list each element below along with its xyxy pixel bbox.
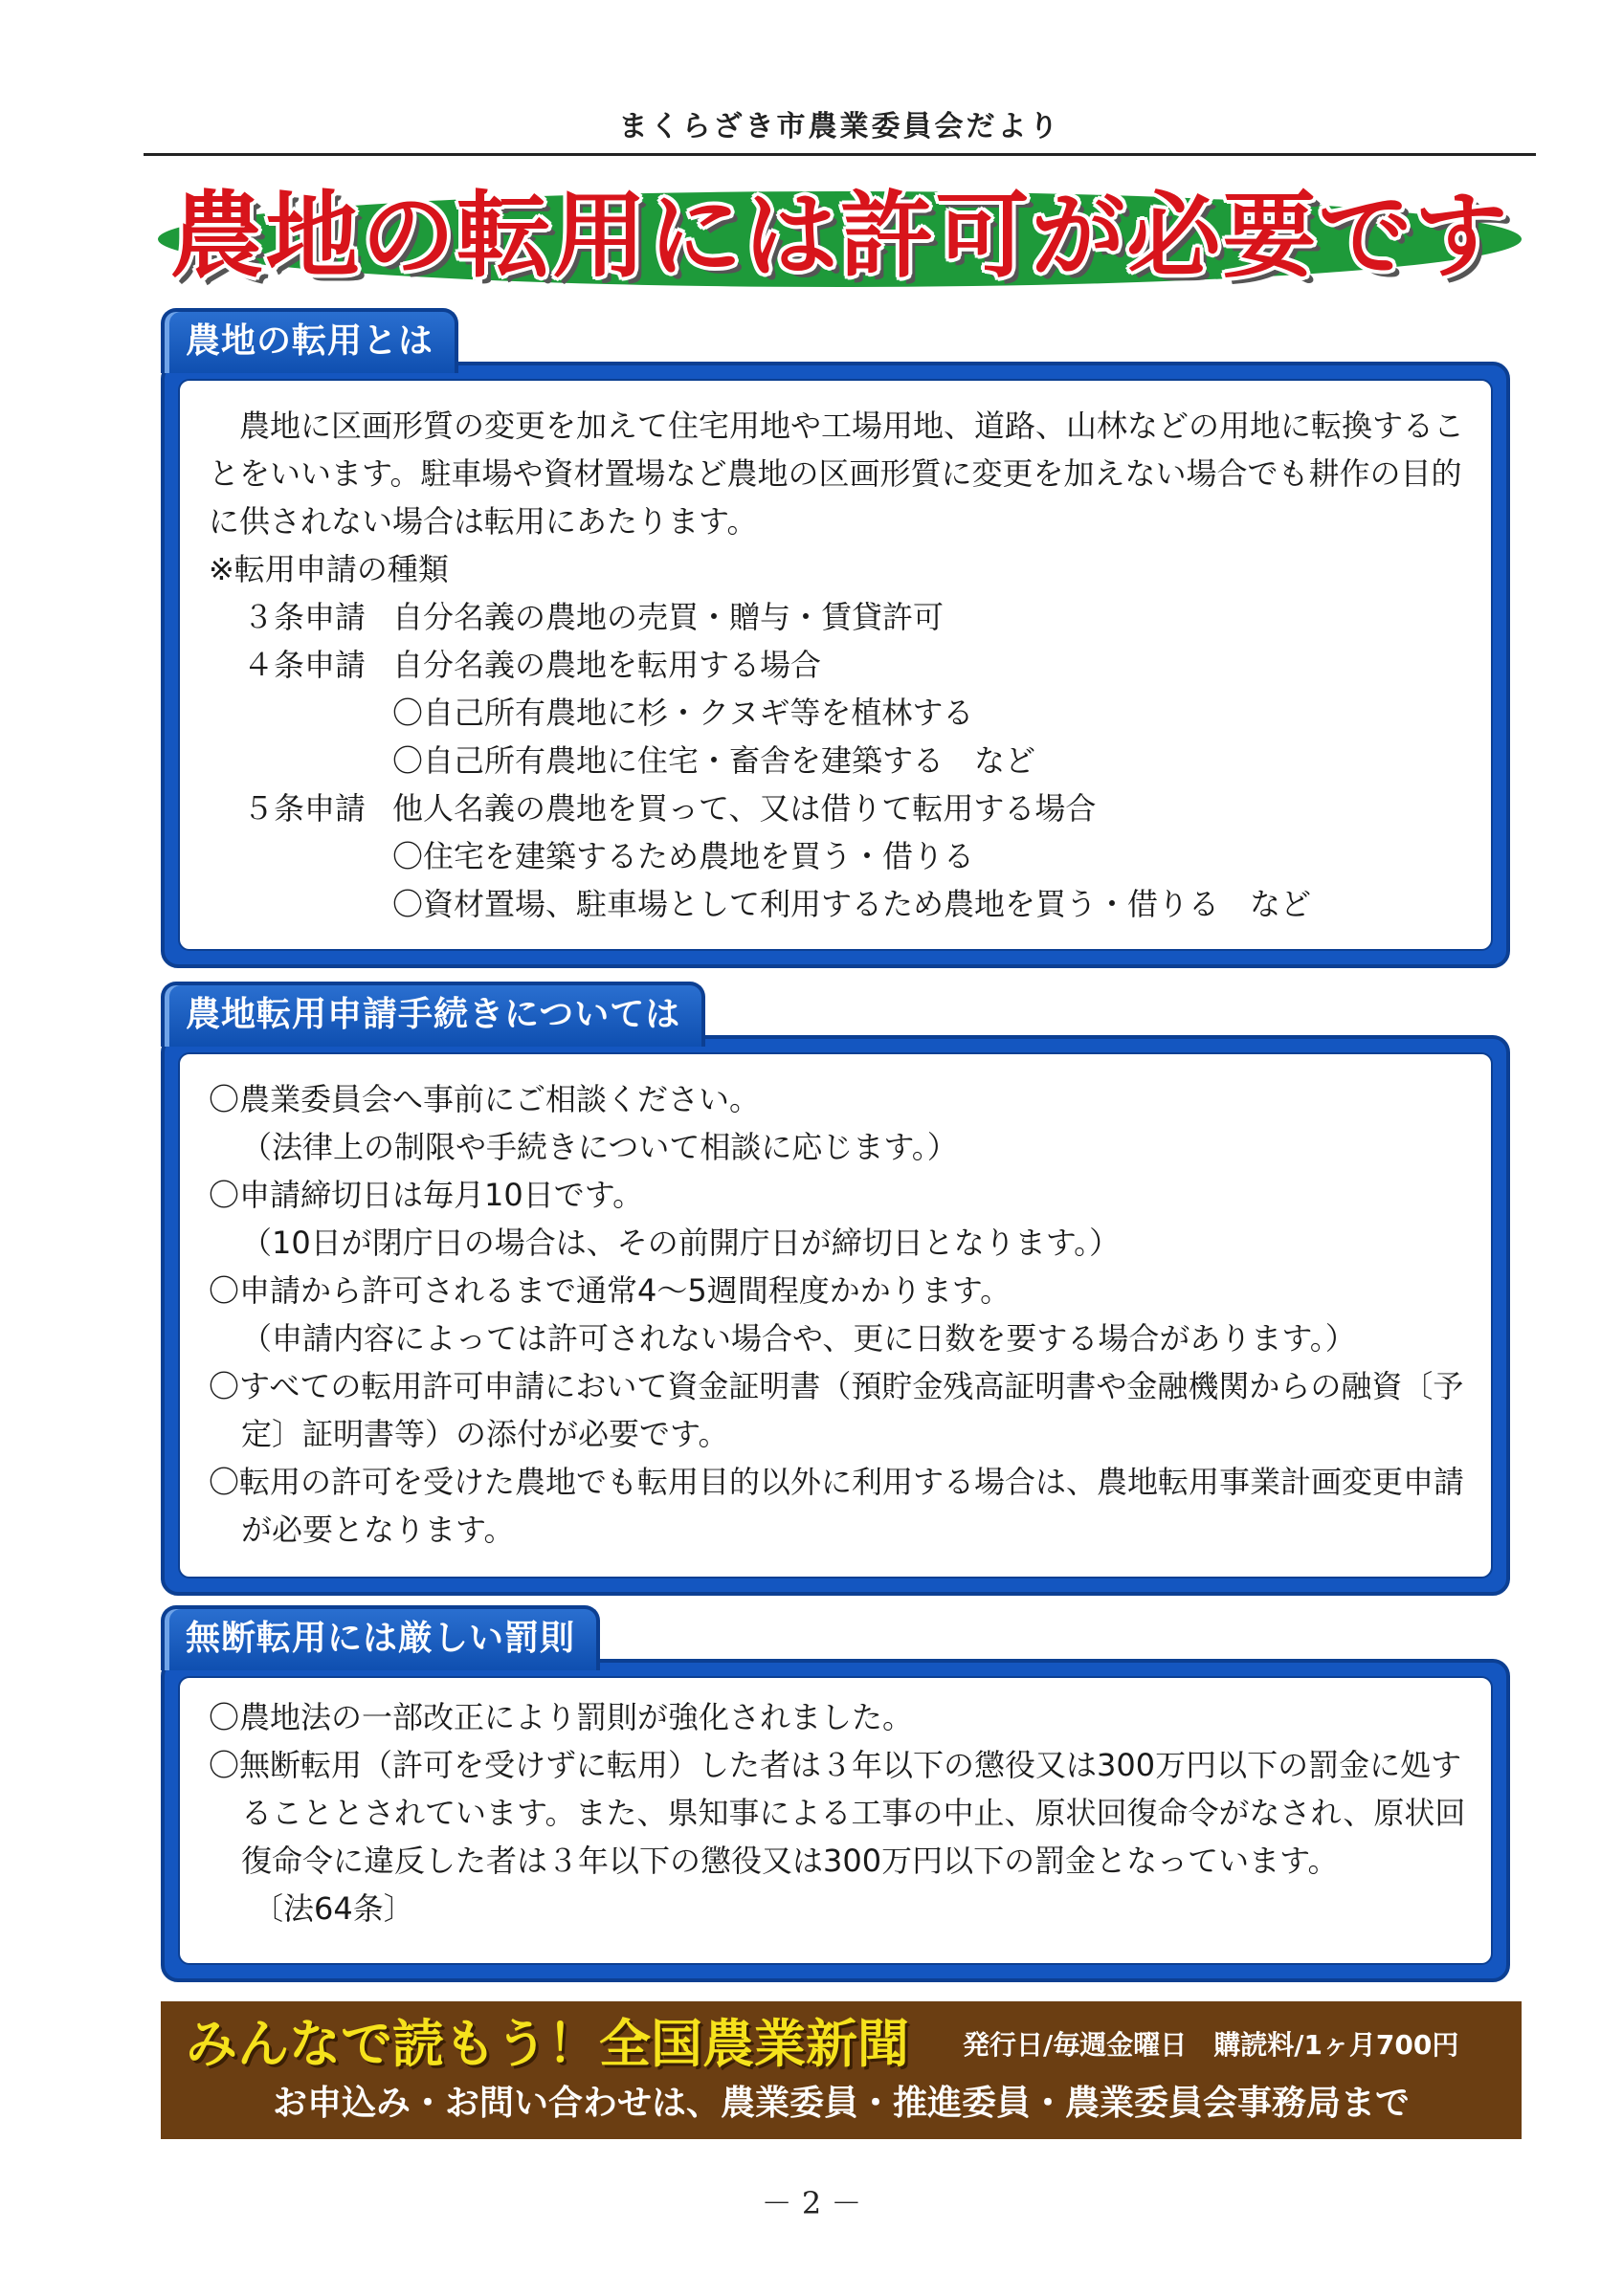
list-item: 〇住宅を建築するため農地を買う・借りる <box>392 838 975 874</box>
list-item-continued: 定〕証明書等）の添付が必要です。 <box>241 1416 729 1452</box>
list-item: 〇申請締切日は毎月10日です。 <box>209 1177 644 1213</box>
paragraph-line: 農地に区画形質の変更を加えて住宅用地や工場用地、道路、山林などの用地に転換するこ <box>209 408 1465 444</box>
banner-title: 農地の転用には許可が必要です <box>169 182 1510 291</box>
section-heading-tab <box>161 1605 600 1670</box>
list-item-continued: ることとされています。また、県知事による工事の中止、原状回復命令がなされ、原状回 <box>241 1795 1466 1831</box>
application-type-desc: 自分名義の農地を転用する場合 <box>392 647 822 683</box>
newsletter-header <box>144 105 1536 156</box>
application-type-label: ４条申請 <box>243 647 367 683</box>
section-penalties <box>161 1605 1522 1988</box>
paragraph-line: に供されない場合は転用にあたります。 <box>209 503 758 540</box>
list-item: 〇自己所有農地に杉・クヌギ等を植林する <box>392 695 974 731</box>
section-heading-tab <box>161 982 705 1047</box>
list-item-note: （10日が閉庁日の場合は、その前開庁日が締切日となります。） <box>241 1225 1121 1261</box>
legal-reference: 〔法64条〕 <box>253 1890 414 1927</box>
newsletter-title: まくらざき市農業委員会だより <box>618 110 1061 144</box>
list-item-note: （申請内容によっては許可されない場合や、更に日数を要する場合があります。） <box>241 1320 1356 1357</box>
ad-slogan: みんなで読もう！全国農業新聞 <box>186 2014 909 2074</box>
section-heading: 無断転用には厳しい罰則 <box>186 1619 576 1658</box>
section-application-procedure <box>161 982 1522 1594</box>
list-item-note: （法律上の制限や手続きについて相談に応じます。） <box>241 1129 958 1165</box>
ad-publication-info: 発行日/毎週金曜日 購読料/1ヶ月700円 <box>963 2029 1459 2061</box>
list-item: 〇農地法の一部改正により罰則が強化されました。 <box>209 1699 914 1735</box>
list-heading: ※転用申請の種類 <box>209 551 449 587</box>
section-heading: 農地の転用とは <box>186 321 434 361</box>
application-type-desc: 自分名義の農地の売買・贈与・賃貸許可 <box>392 599 945 635</box>
application-type-desc: 他人名義の農地を買って、又は借りて転用する場合 <box>392 790 1097 827</box>
list-item-continued: が必要となります。 <box>241 1512 515 1548</box>
newspaper-ad-banner <box>161 2001 1522 2139</box>
application-type-label: ５条申請 <box>243 790 367 827</box>
list-item: 〇自己所有農地に住宅・畜舎を建築する など <box>392 742 1036 779</box>
section-heading-tab <box>161 308 458 373</box>
section-heading: 農地転用申請手続きについては <box>186 995 681 1034</box>
list-item: 〇資材置場、駐車場として利用するため農地を買う・借りる など <box>392 886 1312 922</box>
page-number: － 2 － <box>761 2185 862 2221</box>
section-conversion-definition <box>161 308 1522 968</box>
list-item: 〇申請から許可されるまで通常4～5週間程度かかります。 <box>209 1272 1012 1309</box>
ad-contact: お申込み・お問い合わせは、農業委員・推進委員・農業委員会事務局まで <box>272 2084 1410 2123</box>
application-type-label: ３条申請 <box>243 599 367 635</box>
list-item: 〇転用の許可を受けた農地でも転用目的以外に利用する場合は、農地転用事業計画変更申請 <box>209 1464 1465 1500</box>
list-item: 〇無断転用（許可を受けずに転用）した者は３年以下の懲役又は300万円以下の罰金に処す <box>209 1747 1462 1783</box>
list-item: 〇農業委員会へ事前にご相談ください。 <box>209 1081 761 1117</box>
list-item-continued: 復命令に違反した者は３年以下の懲役又は300万円以下の罰金となっています。 <box>241 1843 1339 1879</box>
paragraph-line: とをいいます。駐車場や資材置場など農地の区画形質に変更を加えない場合でも耕作の目的 <box>209 455 1462 492</box>
main-banner <box>158 174 1522 298</box>
list-item: 〇すべての転用許可申請において資金証明書（預貯金残高証明書や金融機関からの融資〔予 <box>209 1368 1464 1404</box>
